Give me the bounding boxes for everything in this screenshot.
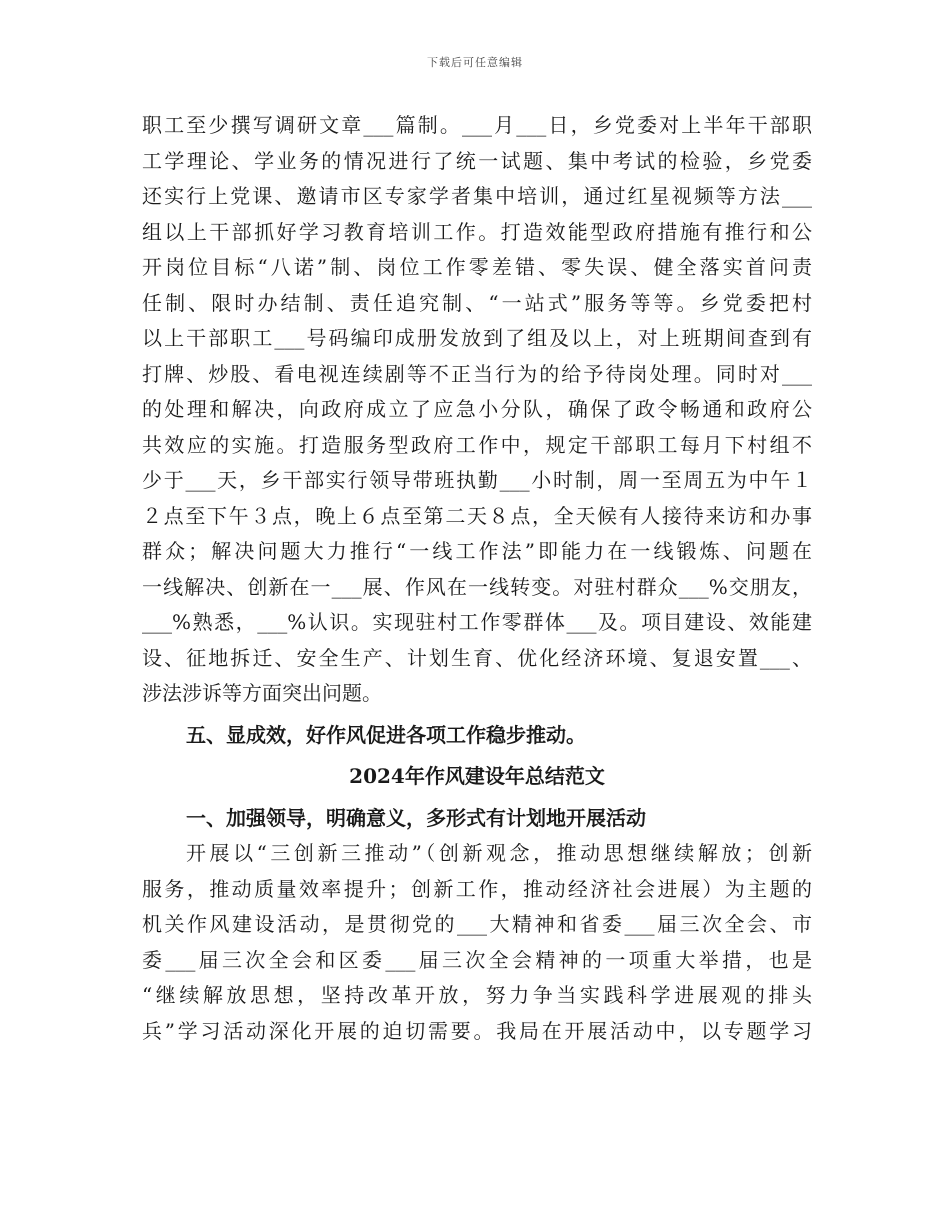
text-line: 共效应的实施。打造服务型政府工作中，规定干部职工每月下村组不 (142, 432, 812, 457)
text-line: 群众；解决问题大力推行“一线工作法”即能力在一线锻炼、问题在 (142, 539, 812, 563)
text-line: 的处理和解决，向政府成立了应急小分队，确保了政令畅通和政府公 (142, 397, 812, 421)
text-line: 涉法涉诉等方面突出问题。 (142, 681, 382, 705)
text-line: 还实行上党课、邀请市区专家学者集中培训，通过红星视频等方法___ (142, 184, 812, 208)
text-line: 少于___天，乡干部实行领导带班执勤___小时制，周一至周五为中午１ (142, 468, 812, 492)
text-line: 职工至少撰写调研文章___篇制。___月___日，乡党委对上半年干部职 (142, 113, 812, 137)
page-header-note: 下载后可任意编辑 (427, 56, 523, 69)
text-line: 以上干部职工___号码编印成册发放到了组及以上，对上班期间查到有 (142, 326, 812, 350)
section-5-heading: 五、显成效，好作风促进各项工作稳步推动。 (186, 722, 586, 747)
text-line: 工学理论、学业务的情况进行了统一试题、集中考试的检验，乡党委 (142, 148, 812, 173)
text-line: 委___届三次全会和区委___届三次全会精神的一项重大举措，也是 (142, 947, 812, 972)
text-line: 服务，推动质量效率提升；创新工作，推动经济社会进展）为主题的 (142, 876, 812, 901)
text-line: ___%熟悉，___%认识。实现驻村工作零群体___及。项目建设、效能建 (142, 610, 812, 634)
text-line: “继续解放思想，坚持改革开放，努力争当实践科学进展观的排头 (142, 983, 812, 1007)
text-line: 兵”学习活动深化开展的迫切需要。我局在开展活动中，以专题学习 (142, 1018, 812, 1043)
text-line: 打牌、炒股、看电视连续剧等不正当行为的给予待岗处理。同时对___ (142, 361, 812, 386)
text-line: 设、征地拆迁、安全生产、计划生育、优化经济环境、复退安置___、 (142, 645, 812, 670)
text-line: 组以上干部抓好学习教育培训工作。打造效能型政府措施有推行和公 (142, 219, 812, 244)
paragraph-2 (142, 836, 812, 1049)
text-line: 开展以“三创新三推动”（创新观念，推动思想继续解放；创新 (186, 841, 812, 865)
text-line: ２点至下午３点，晚上６点至第二天８点，全天候有人接待来访和办事 (142, 503, 812, 528)
document-title: 2024年作风建设年总结范文 (349, 764, 605, 788)
text-line: 机关作风建设活动，是贯彻党的___大精神和省委___届三次全会、市 (142, 912, 812, 936)
section-1-heading: 一、加强领导，明确意义，多形式有计划地开展活动 (186, 805, 646, 830)
text-line: 开岗位目标“八诺”制、岗位工作零差错、零失误、健全落实首问责 (142, 255, 812, 279)
paragraph-1 (142, 108, 812, 712)
document-body (142, 108, 812, 1049)
text-line: 一线解决、创新在一___展、作风在一线转变。对驻村群众___%交朋友， (142, 574, 812, 599)
text-line: 任制、限时办结制、责任追究制、“一站式”服务等等。乡党委把村 (142, 290, 812, 315)
